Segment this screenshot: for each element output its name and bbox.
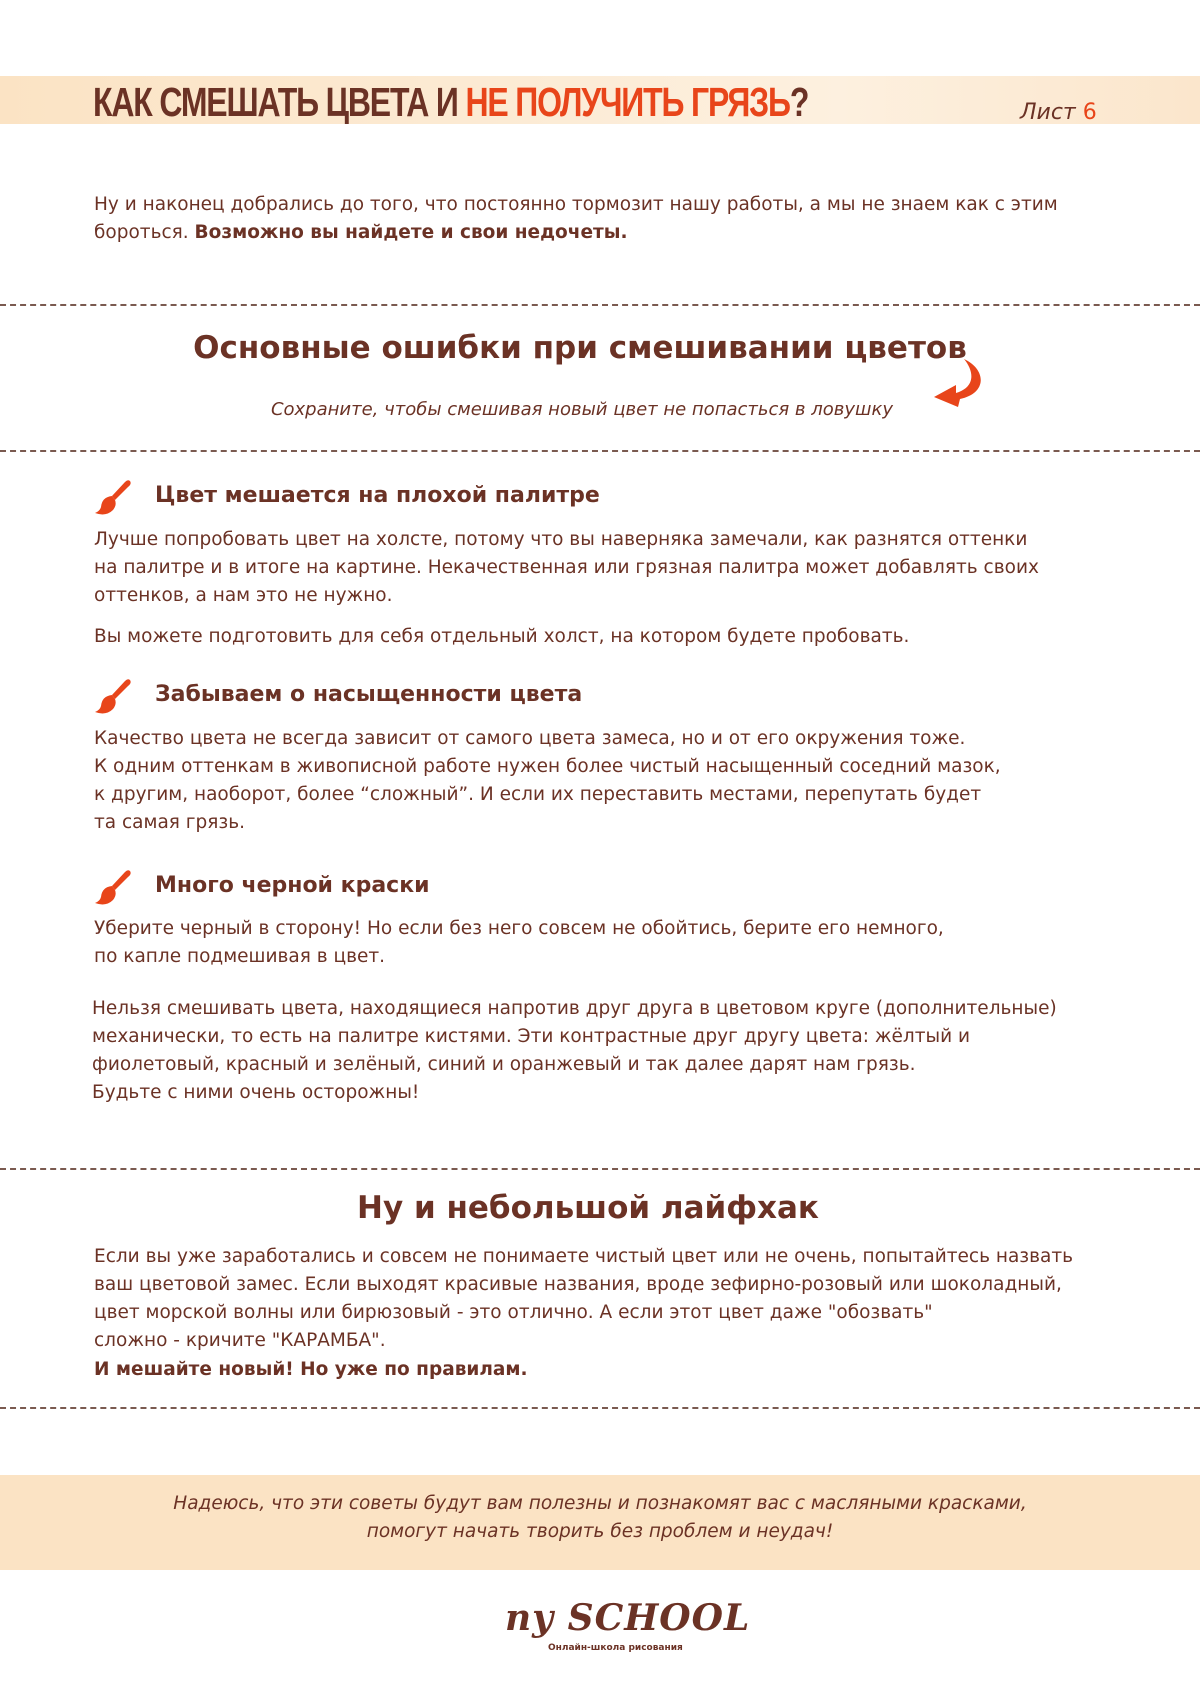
- mistake-2-line-1: Качество цвета не всегда зависит от самого цвета замеса, но и от его окружения тоже.: [94, 728, 966, 749]
- mistake-2-line-3: к другим, наоборот, более “сложный”. И если их переставить местами, перепутать будет: [94, 784, 982, 805]
- divider-4: [0, 1407, 1200, 1409]
- sheet-number: 6: [1082, 100, 1097, 125]
- divider-3: [0, 1168, 1200, 1170]
- sheet-label-text: Лист: [1020, 100, 1083, 125]
- complementary-line-1: Нельзя смешивать цвета, находящиеся напротив друг друга в цветовом круге (дополнительные): [92, 998, 1057, 1019]
- intro-line-1: Ну и наконец добрались до того, что постоянно тормозит нашу работы, а мы не знаем как с этим: [94, 194, 1058, 215]
- mistake-3-line-1: Уберите черный в сторону! Но если без него совсем не обойтись, берите его немного,: [94, 918, 944, 939]
- lifehack-line-1: Если вы уже заработались и совсем не понимаете чистый цвет или не очень, попытайтесь назвать: [94, 1246, 1074, 1267]
- school-logo: [505, 1597, 751, 1657]
- title-part1: КАК СМЕШАТЬ ЦВЕТА И: [93, 79, 466, 125]
- mistake-2-line-4: та самая грязь.: [94, 812, 246, 833]
- lifehack-line-2: ваш цветовой замес. Если выходят красивые названия, вроде зефирно-розовый или шоколадный,: [94, 1274, 1062, 1295]
- title-accent: НЕ ПОЛУЧИТЬ ГРЯЗЬ: [465, 79, 790, 125]
- mistake-1-line-1: Лучше попробовать цвет на холсте, потому что вы наверняка замечали, как разнятся оттенки: [94, 529, 1028, 550]
- complementary-line-3: фиолетовый, красный и зелёный, синий и оранжевый и так далее дарят нам грязь.: [92, 1054, 916, 1075]
- paint-brush-icon: [92, 866, 132, 906]
- mistake-1-line-2: на палитре и в итоге на картине. Некачественная или грязная палитра может добавлять своих: [94, 557, 1039, 578]
- sheet-label: [1020, 100, 1097, 125]
- lifehack-title: Ну и небольшой лайфхак: [357, 1190, 819, 1226]
- lifehack-line-3: цвет морской волны или бирюзовый - это отлично. А если этот цвет даже "обозвать": [94, 1302, 933, 1323]
- mistake-3-title: Много черной краски: [155, 873, 430, 898]
- intro-line-2-regular: бороться.: [94, 222, 195, 243]
- page-title: [93, 80, 808, 124]
- paint-brush-icon: [92, 675, 132, 715]
- lifehack-bold-line: И мешайте новый! Но уже по правилам.: [94, 1359, 528, 1380]
- mistake-2-line-2: К одним оттенкам в живописной работе нужен более чистый насыщенный соседний мазок,: [94, 756, 1001, 777]
- mistake-1-extra: Вы можете подготовить для себя отдельный холст, на котором будете пробовать.: [94, 626, 910, 647]
- curved-arrow-icon: [920, 355, 1000, 415]
- complementary-line-4: Будьте с ними очень осторожны!: [92, 1082, 420, 1103]
- paint-brush-icon: [92, 476, 132, 516]
- mistake-2-title: Забываем о насыщенности цвета: [155, 682, 583, 707]
- divider-2: [0, 450, 1200, 452]
- mistake-3-line-2: по капле подмешивая в цвет.: [94, 946, 386, 967]
- mistakes-title: Основные ошибки при смешивании цветов: [193, 330, 967, 366]
- logo-text: ny SCHOOL: [505, 1597, 751, 1639]
- footer-line-2: помогут начать творить без проблем и неудач!: [366, 1521, 834, 1542]
- title-end: ?: [789, 79, 809, 125]
- complementary-line-2: механически, то есть на палитре кистями. Эти контрастные друг другу цвета: жёлтый и: [92, 1026, 971, 1047]
- mistake-1-title: Цвет мешается на плохой палитре: [155, 483, 600, 508]
- footer-line-1: Надеюсь, что эти советы будут вам полезны и познакомят вас с масляными красками,: [173, 1493, 1027, 1514]
- lifehack-line-4: сложно - кричите "КАРАМБА".: [94, 1330, 386, 1351]
- logo-subtitle: Онлайн-школа рисования: [548, 1643, 683, 1653]
- divider-1: [0, 304, 1200, 306]
- intro-line-2-bold: Возможно вы найдете и свои недочеты.: [194, 222, 628, 243]
- mistake-1-line-3: оттенков, а нам это не нужно.: [94, 585, 393, 606]
- intro-line-2: [94, 219, 627, 248]
- mistakes-subtitle: Сохраните, чтобы смешивая новый цвет не попасться в ловушку: [270, 399, 894, 420]
